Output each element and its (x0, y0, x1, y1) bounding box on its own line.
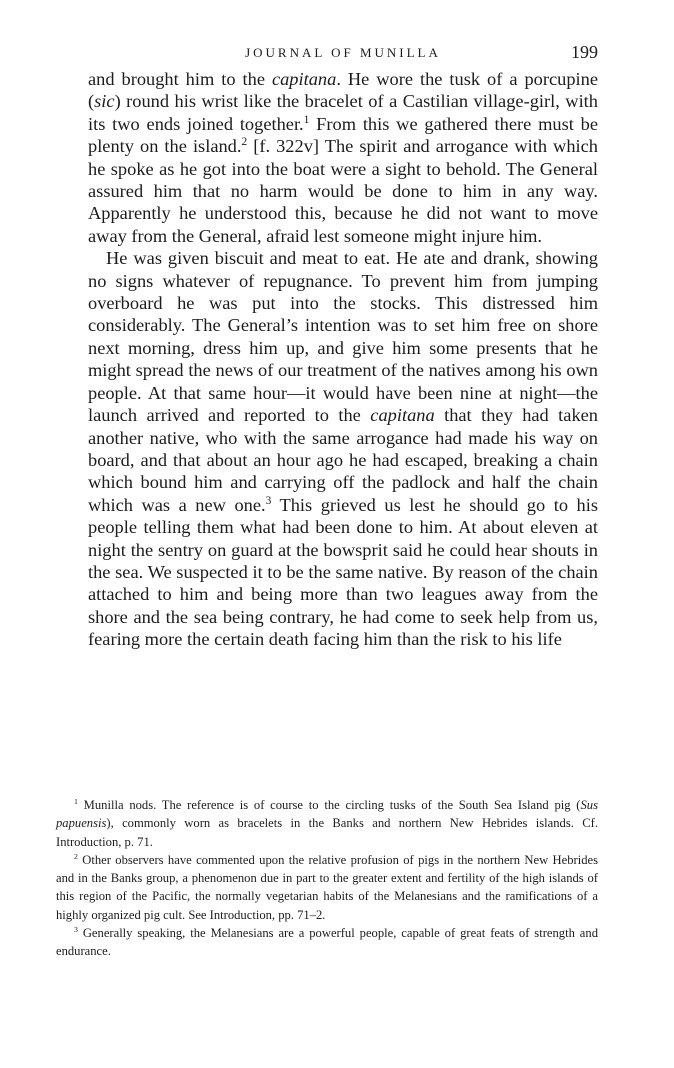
footnote-1-text-1: Munilla nods. The reference is of course to the circling tusks of the South Sea Island pig ( (77, 798, 581, 812)
footnote-1-species: Sus papuensis (56, 798, 598, 831)
footnote-1-mark: 1 (74, 796, 78, 806)
footnotes (56, 796, 598, 961)
p1-text-5: [f. 322v] The spirit and arrogance with which he spoke as he got into the boat were a sight to behold. The General assured him that no harm would be done to him in any way. Apparently he understood this, because he did not want to move away from the General, afraid lest someone might injure him. (88, 136, 598, 246)
p1-text-4: From this we gathered there must be plenty on the island. (88, 113, 598, 157)
footnote-ref-2: 2 (241, 136, 248, 149)
p2-text-1: He was given biscuit and meat to eat. He ate and drank, showing no signs whatever of repugnance. To prevent him from jumping overboard he was put into the stocks. This distressed him considerably. The General’s intention was to set him free on shore next morning, dress him up, and give him some presents that he might spread the news of our treatment of the natives among his own people. At that same hour—it would have been nine at night—the launch arrived and reported to the (88, 248, 598, 426)
paragraph-1 (88, 68, 598, 247)
p2-capitana: capitana (370, 405, 435, 426)
footnote-1 (56, 796, 598, 851)
main-text (88, 68, 598, 651)
footnote-3-mark: 3 (74, 924, 78, 934)
footnote-ref-1: 1 (303, 113, 310, 126)
p2-text-3: This grieved us lest he should go to his people telling them what had been done to him. At about eleven at night the sentry on guard at the bowsprit said he could hear shouts in the sea. We suspected it to be the same native. By reason of the chain attached to him and being more than two leagues away from the shore and the sea being contrary, he had come to seek help from us, fearing more the certain death facing him than the risk to his life (88, 494, 599, 650)
p1-sic: sic (94, 91, 115, 112)
footnote-3 (56, 924, 598, 961)
running-head (88, 42, 598, 64)
p1-text-3: ) round his wrist like the bracelet of a Castilian village-girl, with its two ends joined together. (88, 91, 598, 134)
running-head-title: JOURNAL OF MUNILLA (245, 45, 441, 60)
footnote-2-mark: 2 (74, 851, 78, 861)
p1-capitana: capitana (271, 69, 337, 89)
footnote-1-text-2: ), commonly worn as bracelets in the Banks and northern New Hebrides islands. Cf. Introduction, p. 71. (56, 816, 598, 849)
p1-text-2: . He wore the tusk of a porcupine ( (88, 69, 598, 112)
p1-text-1: and brought him to the (88, 69, 272, 89)
footnote-2-text: Other observers have commented upon the relative profusion of pigs in the northern New Hebrides and in the Banks group, a phenomenon due in part to the greater extent and fertility of the high islands of this region of the Pacific, the normally vegetarian habits of the Melanesians and the ramifications of a highly organized pig cult. See Introduction, pp. 71–2. (56, 852, 598, 922)
p2-text-2: that they had taken another native, who with the same arrogance had made his way on board, and that about an hour ago he had escaped, breaking a chain which bound him and carrying off the padlock and half the chain which was a new one. (88, 405, 599, 515)
page-number: 199 (571, 42, 598, 62)
footnote-3-text: Generally speaking, the Melanesians are a powerful people, capable of great feats of strength and endurance. (56, 926, 598, 959)
footnote-2 (56, 851, 598, 924)
paragraph-2 (88, 247, 598, 650)
footnote-ref-3: 3 (265, 494, 272, 507)
